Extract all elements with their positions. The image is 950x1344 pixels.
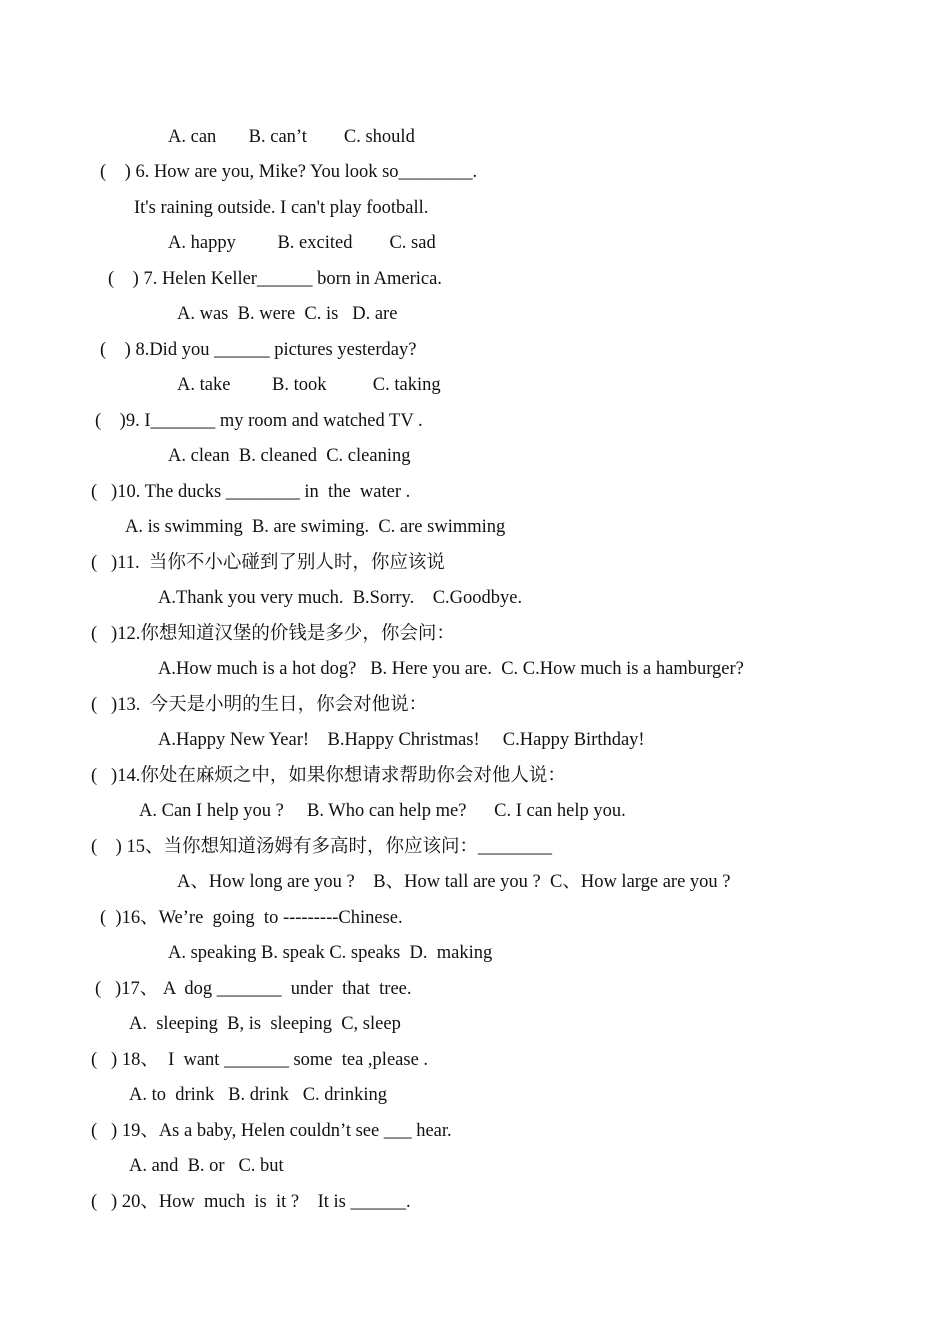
options-q10: A. is swimming B. are swiming. C. are swimming <box>125 517 506 537</box>
question-18: ( ) 18、 I want _______ some tea ,please . <box>91 1050 429 1070</box>
options-q5: A. can B. can’t C. should <box>168 127 415 147</box>
question-9: ( )9. I_______ my room and watched TV . <box>95 411 423 431</box>
options-q9: A. clean B. cleaned C. cleaning <box>168 446 411 466</box>
question-7: ( ) 7. Helen Keller______ born in America. <box>108 269 442 289</box>
options-q11: A.Thank you very much. B.Sorry. C.Goodbye. <box>158 588 523 608</box>
options-q16: A. speaking B. speak C. speaks D. making <box>168 943 493 963</box>
options-q12: A.How much is a hot dog? B. Here you are. C. C.How much is a hamburger? <box>158 659 744 679</box>
options-q18: A. to drink B. drink C. drinking <box>129 1085 387 1105</box>
question-10: ( )10. The ducks ________ in the water . <box>91 482 411 502</box>
question-6: ( ) 6. How are you, Mike? You look so________. <box>100 162 478 182</box>
options-q6: A. happy B. excited C. sad <box>168 233 436 253</box>
question-17: ( )17、 A dog _______ under that tree. <box>95 979 412 999</box>
question-16: ( )16、We’re going to ---------Chinese. <box>100 908 403 928</box>
question-14: ( )14.你处在麻烦之中，如果你想请求帮助你会对他人说： <box>91 766 566 786</box>
question-13: ( )13. 今天是小明的生日，你会对他说： <box>91 695 428 715</box>
question-19: ( ) 19、As a baby, Helen couldn’t see ___ hear. <box>91 1121 452 1141</box>
question-6-context: It's raining outside. I can't play football. <box>134 198 429 218</box>
question-20: ( ) 20、How much is it ? It is ______. <box>91 1192 411 1212</box>
question-11: ( )11. 当你不小心碰到了别人时，你应该说 <box>91 553 445 573</box>
question-12: ( )12.你想知道汉堡的价钱是多少，你会问： <box>91 624 455 644</box>
options-q14: A. Can I help you ? B. Who can help me? C. I can help you. <box>139 801 626 821</box>
options-q8: A. take B. took C. taking <box>177 375 441 395</box>
options-q17: A. sleeping B, is sleeping C, sleep <box>129 1014 401 1034</box>
question-8: ( ) 8.Did you ______ pictures yesterday? <box>100 340 417 360</box>
options-q15: A、How long are you ? B、How tall are you ? C、How large are you ? <box>177 872 731 892</box>
options-q13: A.Happy New Year! B.Happy Christmas! C.Happy Birthday! <box>158 730 645 750</box>
options-q7: A. was B. were C. is D. are <box>177 304 398 324</box>
options-q19: A. and B. or C. but <box>129 1156 284 1176</box>
question-15: ( ) 15、当你想知道汤姆有多高时，你应该问：________ <box>91 837 552 857</box>
